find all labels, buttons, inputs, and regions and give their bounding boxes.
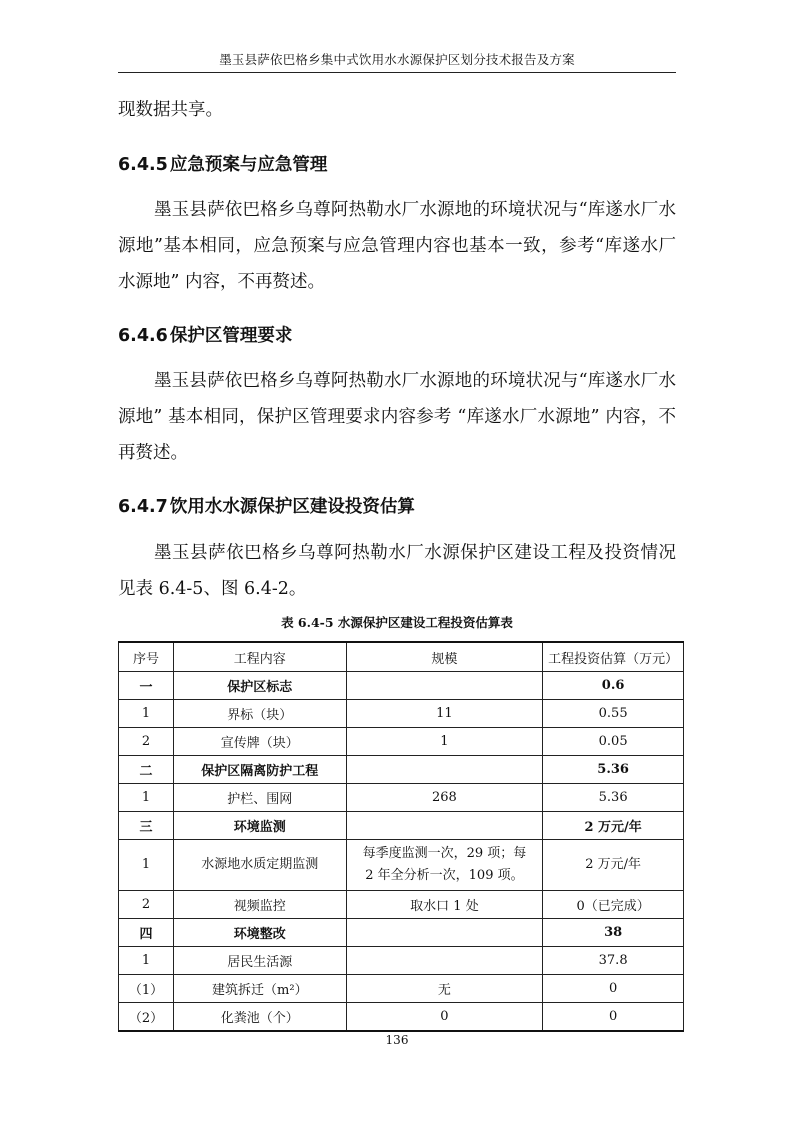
section-body-6-4-7 [118, 535, 676, 607]
table-cell-content: 界标（块） [173, 700, 346, 728]
table-cell-content: 保护区标志 [173, 672, 346, 700]
section-number: 6.4.7 [118, 497, 168, 517]
running-header: 墨玉县萨依巴格乡集中式饮用水水源保护区划分技术报告及方案 [219, 52, 575, 67]
table-cell-no: 1 [119, 784, 174, 812]
section-title: 饮用水水源保护区建设投资估算 [169, 497, 415, 517]
section-heading-6-4-6 [118, 323, 676, 349]
section-paragraph: 墨玉县萨依巴格乡乌尊阿热勒水厂水源地的环境状况与“库遂水厂水源地” 基本相同，保护区管理要求内容参考 “库遂水厂水源地” 内容，不再赘述。 [118, 371, 676, 463]
table-cell-cost: 2 万元/年 [543, 840, 684, 891]
section-paragraph: 墨玉县萨依巴格乡乌尊阿热勒水厂水源保护区建设工程及投资情况见表 6.4-5、图 6.4-2。 [118, 543, 676, 599]
table-cell-scale [346, 672, 543, 700]
column-header: 规模 [346, 642, 543, 672]
section-heading-6-4-5 [118, 152, 676, 178]
table-cell-no: （2） [119, 1003, 174, 1032]
table-group-row [119, 672, 684, 700]
intro-text: 现数据共享。 [118, 100, 223, 120]
table-cell-no: 三 [119, 812, 174, 840]
table-cell-cost: 5.36 [543, 756, 684, 784]
page-number: 136 [385, 1033, 409, 1047]
section-title: 保护区管理要求 [169, 326, 293, 346]
table-cell-scale: 0 [346, 1003, 543, 1032]
section-heading-6-4-7 [118, 494, 676, 520]
table-group-row [119, 919, 684, 947]
table-row [119, 700, 684, 728]
table-cell-content: 环境整改 [173, 919, 346, 947]
table-group-row [119, 812, 684, 840]
table-cell-cost: 0 [543, 975, 684, 1003]
table-row [119, 1003, 684, 1032]
table-row [119, 728, 684, 756]
table-cell-no: 2 [119, 728, 174, 756]
table-cell-no: 一 [119, 672, 174, 700]
table-cell-no: 1 [119, 700, 174, 728]
table-cell-content: 化粪池（个） [173, 1003, 346, 1032]
table-row [119, 840, 684, 891]
table-cell-cost: 0 [543, 1003, 684, 1032]
section-body-6-4-6 [118, 363, 676, 471]
section-number: 6.4.5 [118, 155, 168, 175]
table-cell-no: 四 [119, 919, 174, 947]
table-row [119, 947, 684, 975]
table-cell-no: 二 [119, 756, 174, 784]
table-cell-content: 环境监测 [173, 812, 346, 840]
table-cell-scale: 无 [346, 975, 543, 1003]
investment-table [118, 641, 684, 1032]
section-paragraph: 墨玉县萨依巴格乡乌尊阿热勒水厂水源地的环境状况与“库遂水厂水源地”基本相同，应急预案与应急管理内容也基本一致，参考“库遂水厂水源地” 内容，不再赘述。 [118, 200, 676, 292]
table-body [119, 672, 684, 1032]
table-row [119, 891, 684, 919]
table-cell-scale: 取水口 1 处 [346, 891, 543, 919]
table-cell-cost: 0.55 [543, 700, 684, 728]
table-cell-cost: 2 万元/年 [543, 812, 684, 840]
table-cell-no: 2 [119, 891, 174, 919]
table-cell-scale: 1 [346, 728, 543, 756]
column-header: 工程内容 [173, 642, 346, 672]
table-cell-content: 居民生活源 [173, 947, 346, 975]
column-header: 序号 [119, 642, 174, 672]
table-cell-no: 1 [119, 947, 174, 975]
table-cell-scale: 每季度监测一次，29 项；每 2 年全分析一次，109 项。 [346, 840, 543, 891]
table-cell-scale [346, 947, 543, 975]
section-number: 6.4.6 [118, 326, 168, 346]
table-cell-content: 水源地水质定期监测 [173, 840, 346, 891]
table-cell-content: 宣传牌（块） [173, 728, 346, 756]
section-body-6-4-5 [118, 192, 676, 300]
table-cell-content: 护栏、围网 [173, 784, 346, 812]
table-cell-cost: 37.8 [543, 947, 684, 975]
table-cell-cost: 0.6 [543, 672, 684, 700]
table-cell-content: 建筑拆迁（m²） [173, 975, 346, 1003]
table-row [119, 784, 684, 812]
table-cell-scale [346, 812, 543, 840]
table-cell-no: 1 [119, 840, 174, 891]
table-cell-scale [346, 919, 543, 947]
table-cell-scale [346, 756, 543, 784]
table-cell-scale: 268 [346, 784, 543, 812]
table-cell-scale: 11 [346, 700, 543, 728]
table-cell-content: 保护区隔离防护工程 [173, 756, 346, 784]
header-rule [118, 72, 676, 73]
table-group-row [119, 756, 684, 784]
table-row [119, 975, 684, 1003]
table-cell-cost: 5.36 [543, 784, 684, 812]
table-header-row [119, 642, 684, 672]
table-cell-cost: 0（已完成） [543, 891, 684, 919]
table-cell-cost: 0.05 [543, 728, 684, 756]
table-cell-cost: 38 [543, 919, 684, 947]
table-cell-no: （1） [119, 975, 174, 1003]
intro-paragraph [118, 92, 676, 128]
table-caption: 表 6.4-5 水源保护区建设工程投资估算表 [281, 615, 513, 630]
section-title: 应急预案与应急管理 [169, 155, 328, 175]
table-cell-content: 视频监控 [173, 891, 346, 919]
column-header: 工程投资估算（万元） [543, 642, 684, 672]
